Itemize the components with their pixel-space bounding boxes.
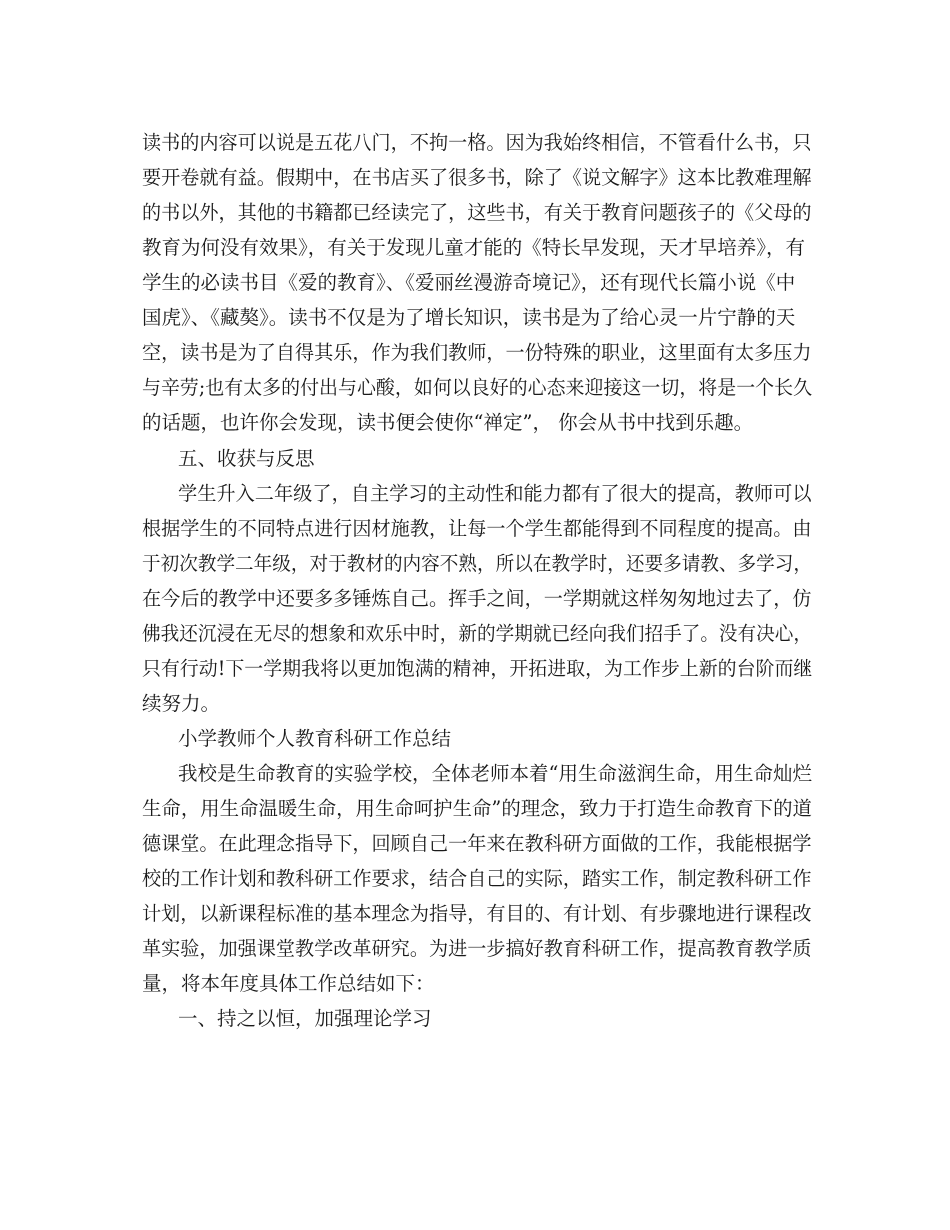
section-heading: 一、持之以恒，加强理论学习	[178, 1007, 432, 1030]
paragraph-line: 校的工作计划和教科研工作要求，结合自己的实际，踏实工作，制定教科研工作	[142, 867, 812, 890]
paragraph-line: 在今后的教学中还要多多锤炼自己。挥手之间，一学期就这样匆匆地过去了，仿	[142, 587, 812, 610]
paragraph-line: 于初次教学二年级，对于教材的内容不熟，所以在教学时，还要多请教、多学习，	[142, 552, 813, 575]
paragraph-line: 只有行动!下一学期我将以更加饱满的精神，开拓进取，为工作步上新的台阶而继	[142, 657, 813, 680]
paragraph-line: 我校是生命教育的实验学校，全体老师本着“用生命滋润生命，用生命灿烂	[178, 762, 812, 785]
article-title: 小学教师个人教育科研工作总结	[178, 727, 452, 750]
paragraph-line: 学生升入二年级了，自主学习的主动性和能力都有了很大的提高，教师可以	[178, 482, 812, 505]
paragraph-line: 与辛劳;也有太多的付出与心酸，如何以良好的心态来迎接这一切，将是一个长久	[142, 376, 813, 399]
paragraph-line: 生命，用生命温暖生命，用生命呵护生命”的理念，致力于打造生命教育下的道	[142, 797, 812, 820]
paragraph-line: 计划，以新课程标准的基本理念为指导，有目的、有计划、有步骤地进行课程改	[142, 902, 812, 925]
paragraph-line: 教育为何没有效果》，有关于发现儿童才能的《特长早发现，天才早培养》，有	[142, 236, 806, 259]
paragraph-line: 读书的内容可以说是五花八门，不拘一格。因为我始终相信，不管看什么书，只	[142, 131, 812, 154]
paragraph-line: 国虎》、《藏獒》。读书不仅是为了增长知识，读书是为了给心灵一片宁静的天	[142, 306, 796, 329]
paragraph-line: 德课堂。在此理念指导下，回顾自己一年来在教科研方面做的工作，我能根据学	[142, 832, 812, 855]
paragraph-line: 量，将本年度具体工作总结如下：	[142, 972, 435, 995]
section-heading: 五、收获与反思	[178, 447, 315, 470]
paragraph-line: 佛我还沉浸在无尽的想象和欢乐中时，新的学期就已经向我们招手了。没有决心，	[142, 622, 813, 645]
paragraph-line: 根据学生的不同特点进行因材施教，让每一个学生都能得到不同程度的提高。由	[142, 517, 812, 540]
paragraph-line: 学生的必读书目《爱的教育》、《爱丽丝漫游奇境记》，还有现代长篇小说《中	[142, 271, 796, 294]
paragraph-line: 空，读书是为了自得其乐，作为我们教师，一份特殊的职业，这里面有太多压力	[142, 341, 812, 364]
paragraph-line: 的书以外，其他的书籍都已经读完了，这些书，有关于教育问题孩子的《父母的	[142, 201, 812, 224]
paragraph-line: 续努力。	[142, 692, 221, 715]
paragraph-line: 革实验，加强课堂教学改革研究。为进一步搞好教育科研工作，提高教育教学质	[142, 937, 812, 960]
paragraph-line: 要开卷就有益。假期中，在书店买了很多书，除了《说文解字》这本比教难理解	[142, 166, 812, 189]
paragraph-line: 的话题，也许你会发现，读书便会使你“禅定”， 你会从书中找到乐趣。	[142, 411, 754, 434]
